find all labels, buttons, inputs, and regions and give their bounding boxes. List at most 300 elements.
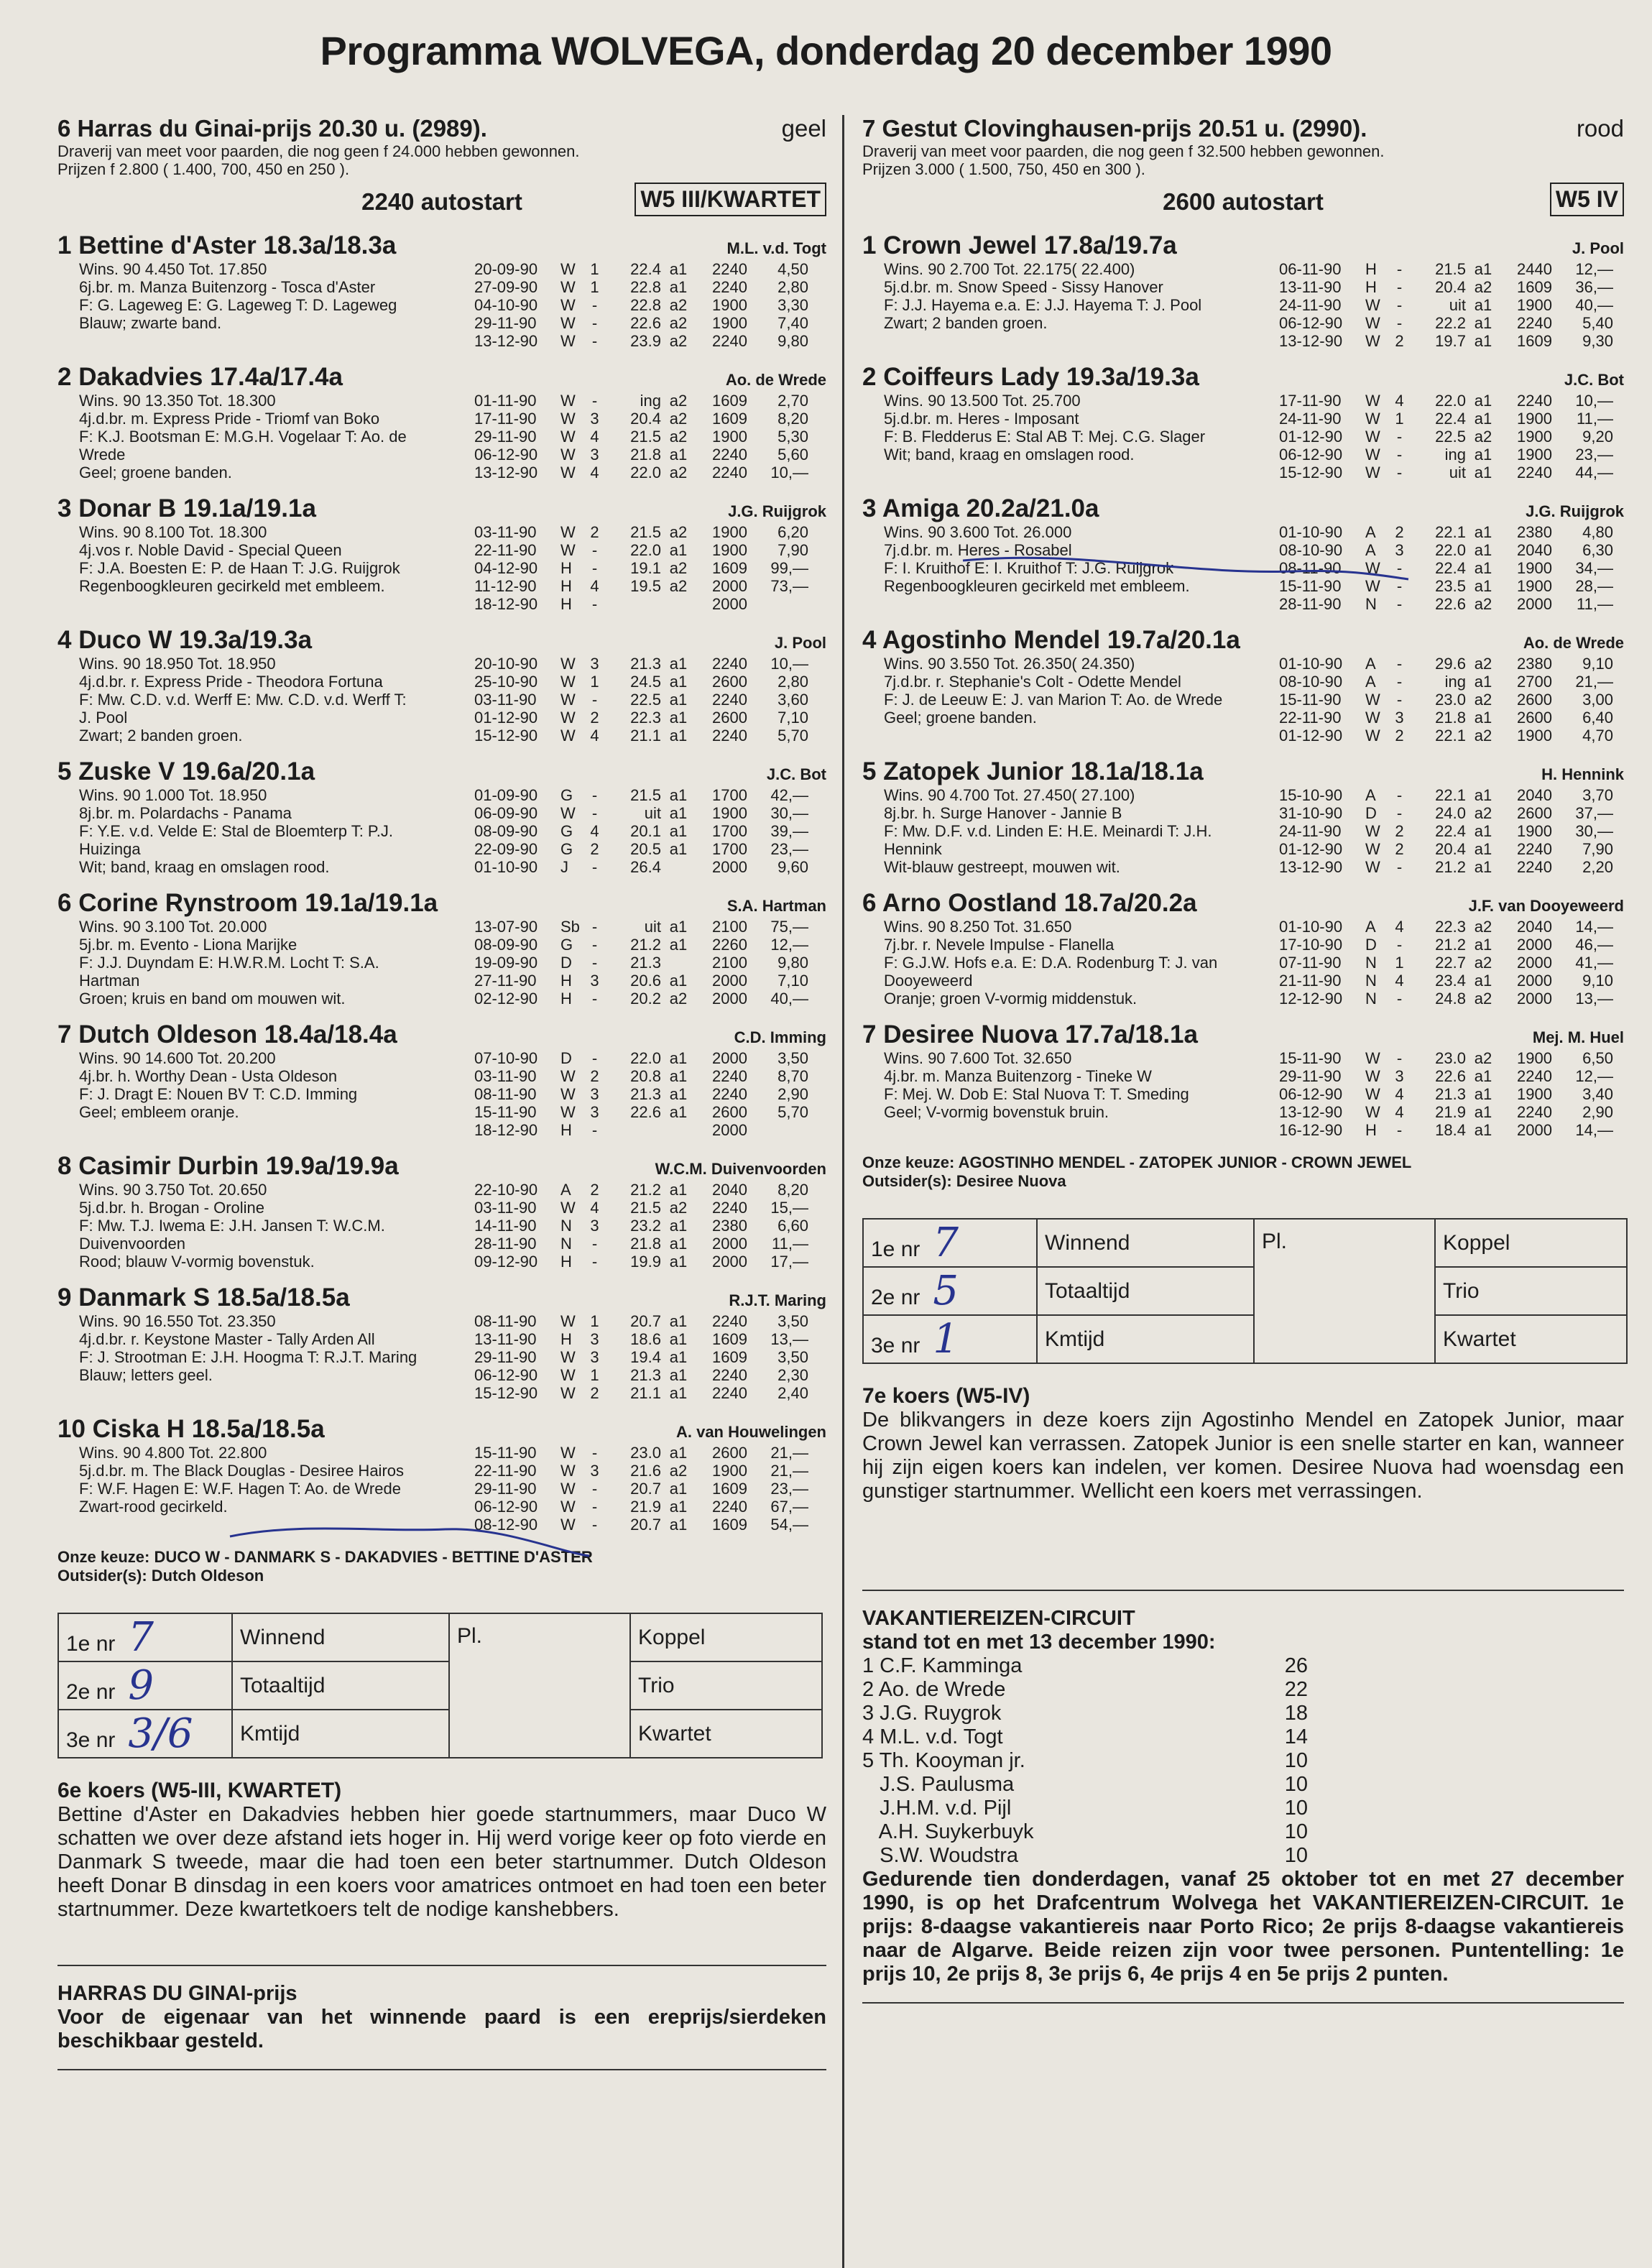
form-time: 20.1: [630, 822, 661, 840]
form-distance: 1900: [712, 428, 747, 446]
form-distance: 1609: [712, 1330, 747, 1348]
standings-name: 4 M.L. v.d. Togt: [862, 1725, 1003, 1748]
form-odds: [747, 1121, 808, 1139]
form-distance: 2000: [1517, 972, 1552, 990]
form-place: -: [591, 804, 598, 822]
form-track: W: [560, 1348, 576, 1366]
form-date: 19-09-90: [474, 954, 538, 972]
form-place: -: [591, 1498, 598, 1516]
horse-driver: J.G. Ruijgrok: [728, 502, 826, 520]
form-distance: 1900: [712, 541, 747, 559]
form-place: -: [591, 1049, 598, 1067]
form-place: 4: [1395, 918, 1404, 936]
form-place: -: [1396, 786, 1403, 804]
form-track: W: [1365, 1049, 1380, 1067]
form-odds: 40,—: [1575, 296, 1613, 314]
form-time: 24.0: [1435, 804, 1466, 822]
form-date: 06-11-90: [1279, 260, 1342, 278]
form-row: [474, 260, 826, 278]
form-track: W: [1365, 858, 1380, 876]
result-bet-cell: Kwartet: [630, 1710, 822, 1758]
form-place: -: [1396, 804, 1403, 822]
form-place: -: [591, 990, 598, 1008]
form-track: A: [560, 1181, 571, 1199]
result-place-cell: [863, 1267, 1037, 1315]
form-row: [1279, 1049, 1624, 1067]
result-type-cell: Winnend: [1037, 1219, 1254, 1267]
horse-name: 3 Donar B 19.1a/19.1a: [57, 494, 316, 522]
form-place: -: [591, 595, 598, 613]
form-odds: 67,—: [770, 1498, 808, 1516]
form-time: 21.8: [1435, 709, 1466, 727]
form-odds: 4,80: [1582, 523, 1613, 541]
horse-header: [57, 494, 826, 523]
form-odds: 8,20: [777, 1181, 808, 1199]
form-odds: 3,60: [777, 691, 808, 709]
form-place: -: [591, 559, 598, 577]
form-track: W: [560, 260, 576, 278]
form-row: [474, 541, 826, 559]
form-time: 22.4: [1435, 559, 1466, 577]
form-track: W: [560, 1462, 576, 1480]
horse-info-line: F: Mw. T.J. Iwema E: J.H. Jansen T: W.C.M.: [79, 1217, 385, 1235]
horse-body: [862, 392, 1624, 481]
horse-entry: [57, 889, 826, 1008]
form-track: W: [560, 392, 576, 410]
horse-header: [57, 231, 826, 260]
form-row: [1279, 446, 1624, 464]
form-date: 29-11-90: [474, 1348, 537, 1366]
result-form: [862, 1218, 1628, 1364]
form-time: [607, 595, 661, 613]
horse-name: 1 Crown Jewel 17.8a/19.7a: [862, 231, 1177, 259]
form-time: 22.0: [1435, 541, 1466, 559]
form-distance: 2000: [1517, 595, 1552, 613]
horse-info-line: Wins. 90 3.600 Tot. 26.000: [884, 523, 1072, 541]
form-place: -: [591, 691, 598, 709]
form-time: 22.1: [1435, 523, 1466, 541]
form-odds: 3,50: [777, 1049, 808, 1067]
form-time: 22.0: [1435, 392, 1466, 410]
page-title: Programma WOLVEGA, donderdag 20 december 1990: [320, 28, 1332, 73]
form-place: -: [1396, 1121, 1403, 1139]
form-class: a1: [669, 278, 688, 296]
form-time: 21.3: [630, 655, 661, 673]
form-row: [1279, 1103, 1624, 1121]
form-class: a2: [1474, 804, 1492, 822]
form-time: ing: [1444, 446, 1466, 464]
form-distance: 1609: [1517, 332, 1552, 350]
form-distance: 1609: [1517, 278, 1552, 296]
form-place: -: [591, 858, 598, 876]
horse-header: [57, 757, 826, 786]
standings-name: 2 Ao. de Wrede: [862, 1678, 1006, 1701]
form-track: D: [1365, 936, 1377, 954]
form-table: [1279, 655, 1624, 745]
form-distance: 2600: [712, 1103, 747, 1121]
form-class: a1: [669, 1253, 688, 1271]
form-time: 22.4: [630, 260, 661, 278]
form-odds: 12,—: [1575, 260, 1613, 278]
form-odds: 15,—: [770, 1199, 808, 1217]
form-distance: 2600: [1517, 691, 1552, 709]
horse-body: [57, 260, 826, 350]
horse-info-line: Wins. 90 2.700 Tot. 22.175( 22.400): [884, 260, 1135, 278]
form-track: H: [560, 1253, 572, 1271]
form-odds: 21,—: [770, 1462, 808, 1480]
horse-header: [57, 1415, 826, 1444]
form-date: 06-12-90: [474, 1498, 538, 1516]
form-class: a1: [1474, 523, 1492, 541]
form-odds: 75,—: [770, 918, 808, 936]
form-class: a1: [669, 1366, 688, 1384]
form-odds: 6,20: [777, 523, 808, 541]
form-date: 04-12-90: [474, 559, 538, 577]
horse-driver: H. Hennink: [1541, 765, 1624, 783]
form-date: 01-10-90: [1279, 655, 1343, 673]
form-track: W: [1365, 332, 1380, 350]
standings-row: [862, 1702, 1624, 1725]
form-time: 22.0: [630, 1049, 661, 1067]
form-time: 24.5: [630, 673, 661, 691]
form-place: 1: [590, 260, 599, 278]
form-odds: 28,—: [1575, 577, 1613, 595]
form-row: [474, 1181, 826, 1199]
form-track: G: [560, 822, 573, 840]
form-date: 13-11-90: [474, 1330, 537, 1348]
form-odds: 23,—: [770, 840, 808, 858]
form-place: 1: [590, 673, 599, 691]
result-type-cell: Winnend: [232, 1613, 449, 1661]
form-time: 23.5: [1435, 577, 1466, 595]
form-track: W: [1365, 428, 1380, 446]
form-distance: 2600: [712, 1444, 747, 1462]
outsider-text: Outsider(s): Desiree Nuova: [862, 1172, 1066, 1190]
horse-entry: [57, 1152, 826, 1271]
form-distance: 1900: [1517, 577, 1552, 595]
form-distance: 2000: [712, 1235, 747, 1253]
horse-info-line: 7j.br. r. Nevele Impulse - Flanella: [884, 936, 1115, 954]
horse-name: 8 Casimir Durbin 19.9a/19.9a: [57, 1152, 399, 1180]
form-place: 1: [590, 278, 599, 296]
form-time: 23.4: [1435, 972, 1466, 990]
form-row: [1279, 691, 1624, 709]
form-class: a2: [669, 1462, 688, 1480]
horse-header: [57, 1283, 826, 1312]
horse-info-line: F: W.F. Hagen E: W.F. Hagen T: Ao. de Wrede: [79, 1480, 401, 1498]
horse-info-line: Wins. 90 8.100 Tot. 18.300: [79, 523, 267, 541]
form-distance: 2000: [712, 577, 747, 595]
form-class: a2: [669, 428, 688, 446]
result-place-cell: [58, 1613, 232, 1661]
form-table: [1279, 392, 1624, 481]
form-odds: 2,70: [777, 392, 808, 410]
form-distance: 2240: [712, 727, 747, 745]
form-odds: 5,70: [777, 727, 808, 745]
form-time: 21.8: [630, 1235, 661, 1253]
form-place: -: [591, 918, 598, 936]
form-odds: 2,30: [777, 1366, 808, 1384]
form-time: 22.0: [630, 541, 661, 559]
horse-header: [57, 626, 826, 655]
form-time: 20.8: [630, 1067, 661, 1085]
form-place: 4: [1395, 1085, 1404, 1103]
form-odds: 39,—: [770, 822, 808, 840]
race-title: 7 Gestut Clovinghausen-prijs 20.51 u. (2990).: [862, 115, 1367, 142]
form-row: [474, 464, 826, 481]
horse-body: [57, 392, 826, 481]
form-distance: 2240: [712, 1085, 747, 1103]
form-time: 21.9: [630, 1498, 661, 1516]
form-track: W: [560, 804, 576, 822]
form-time: 21.5: [630, 1199, 661, 1217]
form-time: 19.9: [630, 1253, 661, 1271]
form-class: a2: [1474, 954, 1492, 972]
form-class: a2: [669, 296, 688, 314]
form-distance: 2000: [1517, 1121, 1552, 1139]
form-time: 22.3: [630, 709, 661, 727]
form-track: W: [560, 1366, 576, 1384]
horse-info-line: Groen; kruis en band om mouwen wit.: [79, 990, 346, 1008]
form-odds: 23,—: [770, 1480, 808, 1498]
form-time: 19.5: [630, 577, 661, 595]
form-distance: 2100: [712, 954, 747, 972]
form-class: a2: [1474, 428, 1492, 446]
form-track: W: [1365, 410, 1380, 428]
form-odds: 11,—: [1577, 410, 1613, 428]
result-place-label: 2e nr: [66, 1680, 116, 1704]
form-track: W: [560, 1516, 576, 1534]
form-place: -: [591, 1444, 598, 1462]
form-distance: 1900: [1517, 1085, 1552, 1103]
form-place: 3: [590, 1217, 599, 1235]
horse-info-line: F: I. Kruithof E: I. Kruithof T: J.G. Ruijgrok: [884, 559, 1174, 577]
form-time: 22.5: [630, 691, 661, 709]
form-distance: 2240: [1517, 858, 1552, 876]
form-date: 03-11-90: [474, 523, 537, 541]
form-row: [1279, 1067, 1624, 1085]
form-class: a1: [1474, 314, 1492, 332]
form-track: N: [1365, 972, 1377, 990]
form-track: H: [1365, 278, 1377, 296]
race-header: [57, 115, 826, 142]
horse-header: [862, 889, 1624, 918]
form-table: [474, 1181, 826, 1271]
horse-name: 1 Bettine d'Aster 18.3a/18.3a: [57, 231, 397, 259]
form-row: [474, 1121, 826, 1139]
form-distance: 2240: [1517, 314, 1552, 332]
horse-info: [57, 1181, 474, 1271]
form-place: 4: [590, 428, 599, 446]
form-odds: 6,40: [1582, 709, 1613, 727]
choice-text: Onze keuze: DUCO W - DANMARK S - DAKADVIES - BETTINE D'ASTER: [57, 1548, 593, 1566]
form-row: [1279, 410, 1624, 428]
form-class: a2: [1474, 691, 1492, 709]
form-class: a1: [1474, 972, 1492, 990]
form-time: 21.1: [630, 727, 661, 745]
form-class: a2: [669, 464, 688, 481]
form-distance: 2380: [712, 1217, 747, 1235]
harras-text: Voor de eigenaar van het winnende paard is een ereprijs/sierdeken beschikbaar gesteld.: [57, 2006, 826, 2052]
form-place: 4: [590, 822, 599, 840]
form-track: A: [1365, 786, 1376, 804]
form-date: 20-09-90: [474, 260, 538, 278]
form-time: 19.4: [630, 1348, 661, 1366]
form-track: W: [560, 446, 576, 464]
form-row: [1279, 840, 1624, 858]
horse-body: [862, 655, 1624, 745]
form-date: 02-12-90: [474, 990, 538, 1008]
form-distance: 1700: [712, 786, 747, 804]
result-bet-cell: Kwartet: [1435, 1315, 1627, 1363]
form-class: a1: [669, 840, 688, 858]
form-time: 21.2: [1435, 936, 1466, 954]
form-row: [474, 1384, 826, 1402]
form-distance: 1700: [712, 840, 747, 858]
horse-info-line: 7j.d.br. m. Heres - Rosabel: [884, 541, 1072, 559]
form-track: H: [560, 595, 572, 613]
horse-info-line: Wins. 90 14.600 Tot. 20.200: [79, 1049, 276, 1067]
outsider-text: Outsider(s): Dutch Oldeson: [57, 1567, 264, 1585]
form-distance: 2240: [1517, 1103, 1552, 1121]
form-time: 20.2: [630, 990, 661, 1008]
form-date: 08-09-90: [474, 936, 538, 954]
horse-header: [862, 231, 1624, 260]
form-track: W: [560, 1444, 576, 1462]
form-date: 20-10-90: [474, 655, 538, 673]
form-class: a1: [1474, 296, 1492, 314]
horse-info-line: 5j.d.br. h. Brogan - Oroline: [79, 1199, 265, 1217]
form-date: 01-12-90: [1279, 840, 1343, 858]
horse-info-line: Wins. 90 3.100 Tot. 20.000: [79, 918, 267, 936]
horse-entry: [862, 1020, 1624, 1139]
horse-entry: [862, 494, 1624, 613]
form-track: W: [560, 655, 576, 673]
form-row: [474, 954, 826, 972]
result-bet-cell: Koppel: [1435, 1219, 1627, 1267]
horse-info-line: F: J.J. Hayema e.a. E: J.J. Hayema T: J. Pool: [884, 296, 1202, 314]
result-type-cell: Totaaltijd: [232, 1661, 449, 1710]
form-track: Sb: [560, 918, 580, 936]
form-date: 01-10-90: [1279, 918, 1343, 936]
form-date: 01-10-90: [1279, 523, 1343, 541]
horse-driver: A. van Houwelingen: [675, 1423, 826, 1441]
form-distance: 2040: [1517, 918, 1552, 936]
form-row: [474, 1253, 826, 1271]
form-table: [1279, 918, 1624, 1008]
form-track: W: [560, 332, 576, 350]
bet-type-box: W5 IV: [1550, 183, 1624, 216]
form-track: W: [560, 278, 576, 296]
form-distance: 2040: [1517, 541, 1552, 559]
form-row: [474, 673, 826, 691]
horse-entry: [57, 494, 826, 613]
form-distance: 2000: [712, 990, 747, 1008]
horse-body: [862, 260, 1624, 350]
form-time: 20.4: [630, 410, 661, 428]
form-distance: 2000: [712, 1121, 747, 1139]
horse-body: [57, 1049, 826, 1139]
horse-entry: [862, 757, 1624, 876]
form-track: H: [1365, 1121, 1377, 1139]
form-place: -: [591, 936, 598, 954]
form-distance: 2040: [1517, 786, 1552, 804]
form-time: 22.2: [1435, 314, 1466, 332]
form-time: 20.7: [630, 1312, 661, 1330]
form-distance: 2240: [712, 655, 747, 673]
horse-info-line: Wins. 90 18.950 Tot. 18.950: [79, 655, 276, 673]
horse-entry: [862, 231, 1624, 350]
form-track: W: [560, 691, 576, 709]
form-place: 4: [590, 1199, 599, 1217]
form-place: -: [591, 1235, 598, 1253]
form-distance: 2240: [712, 1067, 747, 1085]
form-time: 26.4: [630, 858, 661, 876]
horse-driver: J.F. van Dooyeweerd: [1468, 897, 1624, 915]
form-odds: 2,90: [1582, 1103, 1613, 1121]
horse-info: [862, 1049, 1279, 1139]
form-distance: 2240: [712, 260, 747, 278]
form-track: W: [560, 428, 576, 446]
form-class: a1: [669, 260, 688, 278]
horse-info-line: Geel; embleem oranje.: [79, 1103, 239, 1121]
form-distance: 2380: [1517, 523, 1552, 541]
form-row: [474, 1067, 826, 1085]
form-class: a1: [669, 1181, 688, 1199]
form-time: 22.4: [1435, 822, 1466, 840]
form-odds: 37,—: [1575, 804, 1613, 822]
horse-header: [862, 363, 1624, 392]
form-date: 03-11-90: [474, 1199, 537, 1217]
start-type: 2240 autostart: [361, 188, 522, 215]
race-title: 6 Harras du Ginai-prijs 20.30 u. (2989).: [57, 115, 487, 142]
form-track: W: [560, 464, 576, 481]
form-date: 08-11-90: [474, 1085, 537, 1103]
form-row: [474, 1444, 826, 1462]
standings-row: [862, 1820, 1624, 1844]
form-class: a1: [1474, 1103, 1492, 1121]
form-date: 11-12-90: [474, 577, 537, 595]
form-class: a1: [1474, 786, 1492, 804]
form-place: 2: [590, 1067, 599, 1085]
form-table: [1279, 523, 1624, 613]
form-date: 22-11-90: [474, 1462, 537, 1480]
comment-6: Bettine d'Aster en Dakadvies hebben hier goede startnummers, maar Duco W schatten we over deze afstand iets hoger in. Hij werd vorige keer op foto vierde en Danmark S tweede, maar die had toen een beter startnummer. Dutch Oldeson heeft Donar B dinsdag in een koers voor amatrices ontmoet en had toen een beter startnummer. Deze kwartetkoers telt de nodige kanshebbers.: [57, 1803, 826, 1921]
form-distance: 2600: [712, 673, 747, 691]
horse-driver: W.C.M. Duivenvoorden: [655, 1160, 826, 1178]
handwritten-number: 3/6: [128, 1710, 193, 1757]
form-row: [474, 936, 826, 954]
form-distance: 2240: [712, 332, 747, 350]
form-class: a2: [669, 332, 688, 350]
standings-text: Gedurende tien donderdagen, vanaf 25 oktober tot en met 27 december 1990, is op het Drafcentrum Wolvega het VAKANTIEREIZEN-CIRCUIT. 1e prijs: 8-daagse vakantiereis naar Porto Rico; 2e prijs 8-daagse vakantiereis naar de Algarve. Beide reizen zijn voor twee personen. Puntentelling: 1e prijs 10, 2e prijs 8, 3e prijs 6, 4e prijs 4 en 5e prijs 2 punten.: [862, 1868, 1624, 1986]
horse-info: [57, 918, 474, 1008]
form-time: 22.6: [630, 314, 661, 332]
form-date: 13-12-90: [1279, 858, 1343, 876]
form-track: H: [560, 990, 572, 1008]
form-odds: 7,90: [1582, 840, 1613, 858]
form-odds: 40,—: [770, 990, 808, 1008]
form-distance: 2440: [1517, 260, 1552, 278]
form-date: 27-09-90: [474, 278, 538, 296]
form-distance: 1900: [712, 804, 747, 822]
result-form: [57, 1613, 823, 1758]
horse-info-line: Wit-blauw gestreept, mouwen wit.: [884, 858, 1120, 876]
form-odds: 41,—: [1575, 954, 1613, 972]
result-pl-cell: Pl.: [449, 1613, 630, 1758]
form-date: 13-07-90: [474, 918, 538, 936]
form-track: W: [560, 727, 576, 745]
